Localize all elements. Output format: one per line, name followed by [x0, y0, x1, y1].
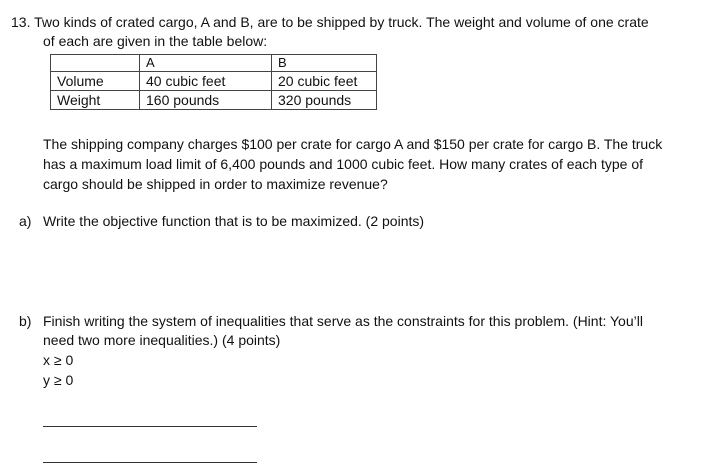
part-b-text-line-1: Finish writing the system of inequalities that serve as the constraints for this problem. (Hint: You’ll	[43, 313, 643, 329]
problem-text-line-2: has a maximum load limit of 6,400 pounds and 1000 cubic feet. How many crates of each type of	[43, 156, 643, 172]
problem-text-line-3: cargo should be shipped in order to maximize revenue?	[43, 176, 388, 192]
table-cell: 320 pounds	[272, 91, 377, 110]
table-header-cell: B	[272, 55, 377, 72]
table-row	[51, 91, 377, 110]
table-cell: 160 pounds	[140, 91, 272, 110]
answer-blank-line[interactable]	[43, 426, 257, 427]
table-header-cell: A	[140, 55, 272, 72]
part-a-text: Write the objective function that is to be maximized. (2 points)	[43, 213, 425, 229]
table-header-cell	[51, 55, 140, 72]
part-b-label: b)	[19, 313, 32, 329]
part-a-label: a)	[19, 213, 32, 229]
table-cell: 40 cubic feet	[140, 72, 272, 91]
part-b-text-line-2: need two more inequalities.) (4 points)	[43, 332, 281, 348]
table-header-row	[51, 55, 377, 72]
cargo-table	[50, 54, 377, 110]
inequality-y: y ≥ 0	[43, 372, 74, 388]
table-row	[51, 72, 377, 91]
answer-blank-line[interactable]	[43, 462, 257, 463]
problem-text-line-1: The shipping company charges $100 per crate for cargo A and $150 per crate for cargo B. The truck	[43, 136, 663, 152]
table-cell: Volume	[51, 72, 140, 91]
table-cell: Weight	[51, 91, 140, 110]
question-text-line-1: 13. Two kinds of crated cargo, A and B, are to be shipped by truck. The weight and volume of one crate	[11, 14, 649, 30]
inequality-x: x ≥ 0	[43, 352, 74, 368]
question-text-line-2: of each are given in the table below:	[43, 33, 268, 49]
table-cell: 20 cubic feet	[272, 72, 377, 91]
